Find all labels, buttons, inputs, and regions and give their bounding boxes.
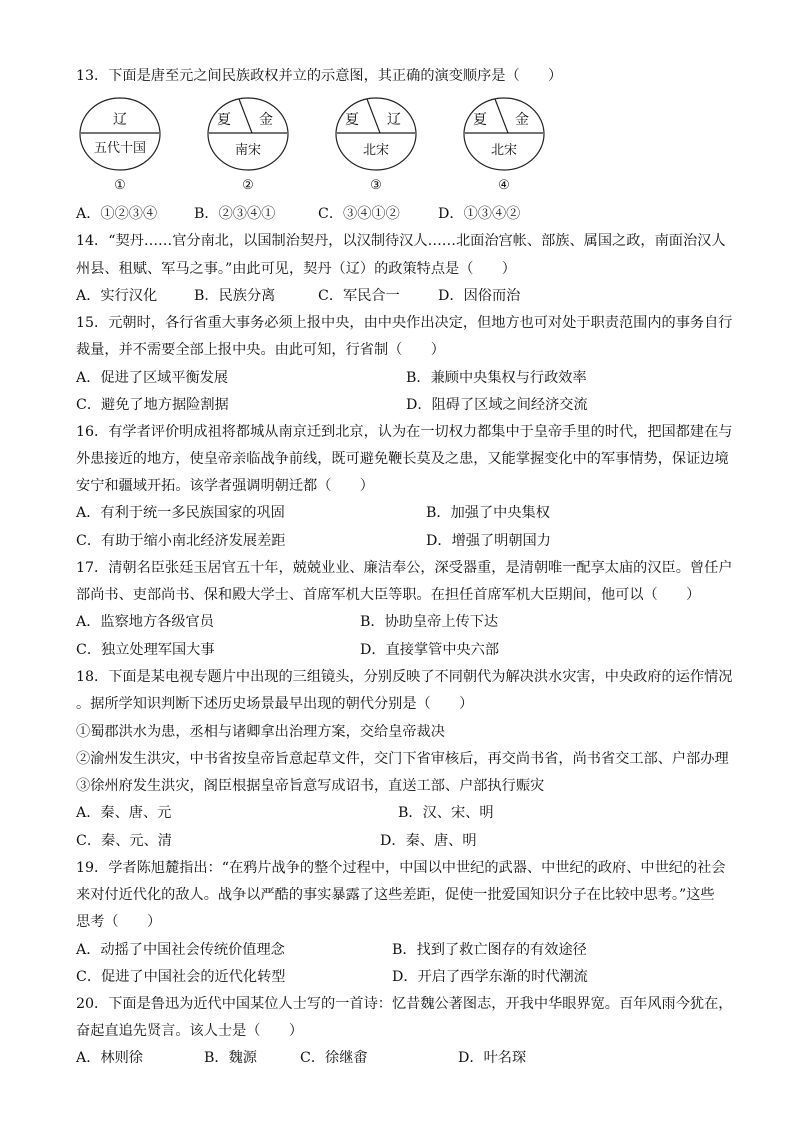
q14-option-a[interactable]: A．实行汉化 — [76, 288, 158, 304]
figure-4-bottom: 北宋 — [490, 143, 518, 158]
figure-1-top: 辽 — [113, 112, 127, 128]
question-18-line-1: 18．下面是某电视专题片中出现的三组镜头，分别反映了不同朝代为解决洪水灾害，中央政府的运作情况 — [76, 669, 733, 685]
q15-option-c[interactable]: C．避免了地方据险割据 — [76, 397, 229, 413]
question-13-text: 13．下面是唐至元之间民族政权并立的示意图，其正确的演变顺序是（ ） — [76, 68, 563, 84]
figure-4-caption: ④ — [498, 178, 510, 193]
question-19-line-1: 19．学者陈旭麓指出：“在鸦片战争的整个过程中，中国以中世纪的武器、中世纪的政府、中世纪的社会 — [76, 860, 726, 876]
q13-option-d[interactable]: D．①③④② — [438, 206, 521, 222]
figure-1-diagram — [78, 96, 162, 172]
q17-option-a[interactable]: A．监察地方各级官员 — [76, 614, 214, 630]
q18-option-a[interactable]: A．秦、唐、元 — [76, 805, 172, 821]
figure-3-bottom: 北宋 — [362, 143, 390, 158]
q20-option-a[interactable]: A．林则徐 — [76, 1050, 143, 1066]
figure-3-left: 夏 — [345, 112, 359, 128]
question-18-line-2: 。据所学知识判断下述历史场景最早出现的朝代分别是（ ） — [76, 696, 474, 712]
q19-option-a[interactable]: A．动摇了中国社会传统价值理念 — [76, 942, 285, 958]
q13-option-c[interactable]: C．③④①② — [318, 206, 400, 222]
q18-option-d[interactable]: D．秦、唐、明 — [380, 833, 477, 849]
figure-3-right: 辽 — [387, 112, 401, 128]
question-15-line-2: 裁量，并不需要全部上报中央。由此可知，行省制（ ） — [76, 342, 445, 358]
q16-option-b[interactable]: B．加强了中央集权 — [426, 505, 550, 521]
figure-2-caption: ② — [242, 178, 254, 193]
figure-3-diagram — [334, 96, 418, 172]
q19-option-d[interactable]: D．开启了西学东渐的时代潮流 — [392, 969, 588, 985]
q20-option-b[interactable]: B．魏源 — [204, 1050, 257, 1066]
q19-option-b[interactable]: B．找到了救亡图存的有效途径 — [392, 942, 587, 958]
q17-option-c[interactable]: C．独立处理军国大事 — [76, 642, 215, 658]
question-14-line-1: 14．“契丹……官分南北，以国制治契丹，以汉制待汉人……北面治宫帐、部族、属国之政，南面治汉人 — [76, 233, 726, 249]
q16-option-c[interactable]: C．有助于缩小南北经济发展差距 — [76, 533, 286, 549]
q13-option-b[interactable]: B．②③④① — [194, 206, 276, 222]
figure-4-left: 夏 — [473, 112, 487, 128]
q14-option-c[interactable]: C．军民合一 — [318, 288, 400, 304]
figure-1-caption: ① — [114, 178, 126, 193]
question-15-line-1: 15．元朝时，各行省重大事务必须上报中央，由中央作出决定，但地方也可对处于职责范围内的事务自行 — [76, 315, 733, 331]
figure-3-caption: ③ — [370, 178, 382, 193]
q16-option-a[interactable]: A．有利于统一多民族国家的巩固 — [76, 505, 285, 521]
figure-1-bottom: 五代十国 — [93, 141, 147, 156]
q15-option-b[interactable]: B．兼顾中央集权与行政效率 — [406, 370, 587, 386]
question-18-scene-3: ③徐州府发生洪灾，阁臣根据皇帝旨意写成诏书，直送工部、户部执行赈灾 — [76, 778, 545, 794]
figure-2-bottom: 南宋 — [234, 143, 262, 158]
q17-option-d[interactable]: D．直接掌管中央六部 — [360, 642, 500, 658]
q14-option-d[interactable]: D．因俗而治 — [438, 288, 521, 304]
q19-option-c[interactable]: C．促进了中国社会的近代化转型 — [76, 969, 286, 985]
q15-option-a[interactable]: A．促进了区域平衡发展 — [76, 370, 229, 386]
question-19-line-3: 思考（ ） — [76, 914, 162, 930]
q14-option-b[interactable]: B．民族分离 — [194, 288, 276, 304]
question-19-line-2: 来对付近代化的敌人。战争以严酷的事实暴露了这些差距，促使一批爱国知识分子在比较中思考。”这些 — [76, 887, 715, 903]
figure-2-diagram — [206, 96, 290, 172]
figure-4-diagram — [462, 96, 546, 172]
question-14-line-2: 州县、租赋、军马之事。”由此可见，契丹（辽）的政策特点是（ ） — [76, 261, 516, 277]
question-16-line-2: 外患接近的地方，使皇帝亲临战争前线，既可避免鞭长莫及之患，又能掌握变化中的军事情势，保证边境 — [76, 451, 729, 467]
question-18-scene-2: ②渝州发生洪灾，中书省按皇帝旨意起草文件，交门下省审核后，再交尚书省，尚书省交工部、户部办理 — [76, 751, 729, 767]
figure-4-right: 金 — [515, 112, 529, 128]
figure-2-right: 金 — [259, 112, 273, 128]
q20-option-c[interactable]: C．徐继畬 — [300, 1050, 368, 1066]
question-20-line-2: 奋起直追先贤言。该人士是（ ） — [76, 1023, 304, 1039]
q16-option-d[interactable]: D．增强了明朝国力 — [426, 533, 551, 549]
question-18-scene-1: ①蜀郡洪水为患，丞相与诸卿拿出治理方案，交给皇帝裁决 — [76, 724, 445, 740]
q13-option-a[interactable]: A．①②③④ — [76, 206, 158, 222]
question-16-line-1: 16．有学者评价明成祖将都城从南京迁到北京，认为在一切权力都集中于皇帝手里的时代，把国都建在与 — [76, 424, 733, 440]
q17-option-b[interactable]: B．协助皇帝上传下达 — [360, 614, 499, 630]
q15-option-d[interactable]: D．阻碍了区域之间经济交流 — [406, 397, 588, 413]
question-16-line-3: 安宁和疆域开拓。该学者强调明朝迁都（ ） — [76, 478, 374, 494]
question-20-line-1: 20．下面是鲁迅为近代中国某位人士写的一首诗：忆昔魏公著图志，开我中华眼界宽。百年风雨今犹在， — [76, 996, 733, 1012]
q20-option-d[interactable]: D．叶名琛 — [458, 1050, 527, 1066]
q18-option-c[interactable]: C．秦、元、清 — [76, 833, 172, 849]
q18-option-b[interactable]: B．汉、宋、明 — [398, 805, 494, 821]
figure-2-left: 夏 — [217, 112, 231, 128]
question-17-line-1: 17．清朝名臣张廷玉居官五十年，兢兢业业、廉洁奉公，深受器重，是清朝唯一配享太庙的汉臣。曾任户 — [76, 560, 733, 576]
question-17-line-2: 部尚书、吏部尚书、保和殿大学士、首席军机大臣等职。在担任首席军机大臣期间，他可以（ ） — [76, 587, 701, 603]
